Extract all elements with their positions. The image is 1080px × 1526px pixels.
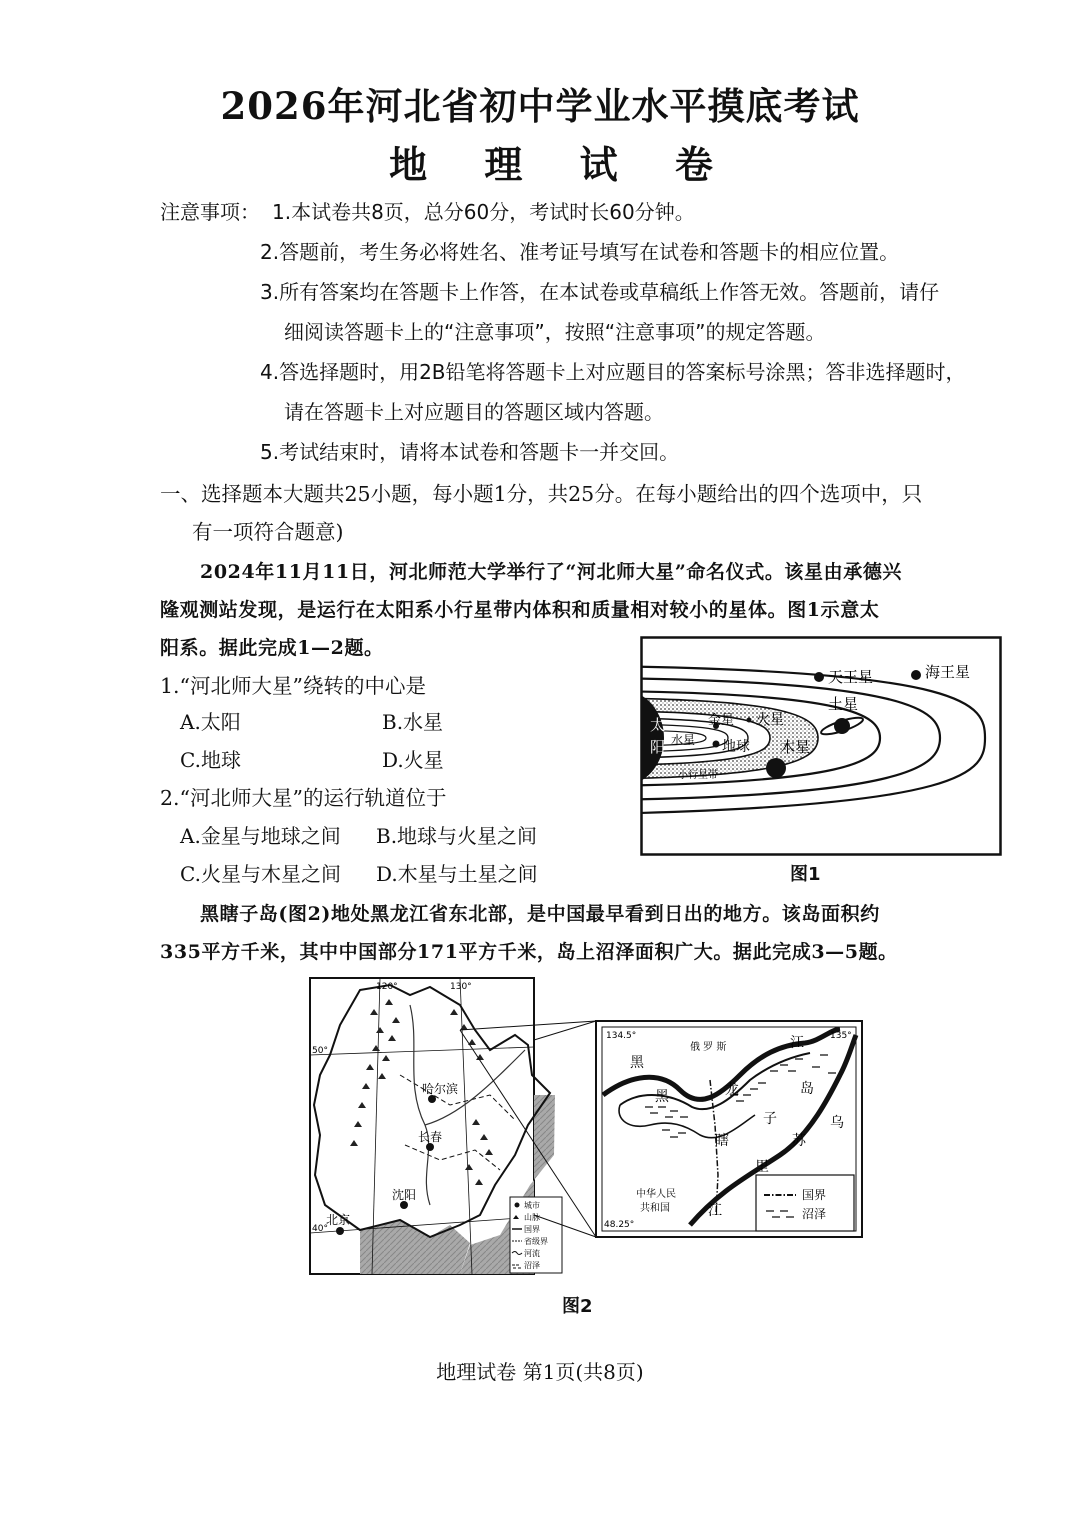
inset-hei2-label: 黑	[655, 1089, 669, 1105]
inset-prc-label-2: 共和国	[640, 1203, 670, 1214]
inset-lat: 48.25°	[604, 1220, 635, 1230]
note-1: 1.本试卷共8页，总分60分，考试时长60分钟。	[272, 200, 695, 224]
changchun-icon	[426, 1143, 434, 1151]
jupiter-label: 木星	[780, 738, 811, 756]
section-instructions-cont: 有一项符合题意)	[192, 520, 344, 544]
passage1-line2: 隆观测站发现，是运行在太阳系小行星带内体积和质量相对较小的星体。图1示意太	[160, 599, 880, 621]
sun-label-1: 太	[650, 716, 666, 734]
venus-label: 金星	[708, 713, 735, 728]
inset-jiang2-label: 江	[708, 1203, 722, 1219]
inset-legend	[756, 1175, 854, 1231]
figure-1-solar-system	[640, 636, 1002, 856]
inset-xia-label: 瞎	[715, 1133, 729, 1149]
mars-icon	[747, 718, 752, 723]
q1-option-d: D.火星	[382, 748, 444, 772]
harbin-icon	[428, 1095, 436, 1103]
q1-stem: 1.“河北师大星”绕转的中心是	[160, 674, 427, 698]
figure-1-caption: 图1	[790, 864, 821, 885]
paper-subject: 地 理 试 卷	[389, 142, 735, 187]
beijing-label: 北京	[326, 1213, 351, 1227]
mercury-label: 水星	[671, 733, 696, 747]
section-instructions: 本大题共25小题，每小题1分，共25分。在每小题给出的四个选项中，只	[262, 482, 923, 506]
legend-mountain: 山脉	[524, 1213, 540, 1222]
inset-wu-label: 乌	[830, 1115, 844, 1131]
inset-lon-1: 134.5°	[606, 1031, 637, 1041]
legend-city: 城市	[524, 1201, 540, 1210]
page-footer: 地理试卷 第1页(共8页)	[436, 1360, 644, 1384]
note-5: 5.考试结束时，请将本试卷和答题卡一并交回。	[260, 440, 680, 464]
passage1-line1: 2024年11月11日，河北师范大学举行了“河北师大星”命名仪式。该星由承德兴	[200, 561, 903, 583]
inset-lon-2: 135°	[830, 1031, 852, 1041]
legend-border: 国界	[524, 1225, 540, 1234]
sun-label-2: 阳	[650, 738, 666, 756]
legend-swamp: 沼泽	[524, 1261, 540, 1270]
note-4b: 请在答题卡上对应题目的答题区域内答题。	[284, 400, 664, 424]
q2-option-d: D.木星与土星之间	[376, 862, 538, 886]
earth-label: 地球	[722, 739, 750, 755]
note-4a: 4.答选择题时，用2B铅笔将答题卡上对应题目的答案标号涂黑；答非选择题时，	[260, 360, 966, 384]
notes-label: 注意事项：	[160, 200, 260, 224]
earth-icon	[713, 741, 720, 748]
passage2-line2: 335平方千米，其中中国部分171平方千米，岛上沼泽面积广大。据此完成3—5题。	[160, 941, 898, 963]
q2-option-c: C.火星与木星之间	[180, 862, 341, 886]
inset-su-label: 苏	[792, 1133, 806, 1149]
figure-2-caption: 图2	[562, 1296, 593, 1317]
q1-option-b: B.水星	[382, 710, 444, 734]
passage1-line3: 阳系。据此完成1—2题。	[160, 637, 384, 659]
uranus-label: 天王星	[828, 668, 874, 686]
q1-option-a: A.太阳	[180, 710, 241, 734]
mars-label: 火星	[756, 712, 784, 728]
inset-dao-label: 岛	[800, 1081, 814, 1097]
lon-120-label: 120°	[376, 982, 398, 992]
figure-2-map	[300, 975, 870, 1280]
neptune-label: 海王星	[925, 663, 971, 681]
jupiter-icon	[766, 758, 786, 778]
uranus-icon	[814, 672, 824, 682]
inset-prc-label-1: 中华人民	[636, 1189, 676, 1200]
q2-option-a: A.金星与地球之间	[180, 824, 341, 848]
legend-city-icon	[515, 1203, 520, 1208]
q2-option-b: B.地球与火星之间	[376, 824, 538, 848]
legend-prov: 省级界	[524, 1237, 548, 1246]
section-title: 一、选择题	[160, 482, 263, 506]
connector-top-2	[534, 1021, 596, 1040]
legend-river: 河流	[524, 1249, 540, 1258]
passage2-line1: 黑瞎子岛(图2)地处黑龙江省东北部，是中国最早看到日出的地方。该岛面积约	[200, 903, 880, 925]
section-heading	[160, 480, 922, 508]
inset-jiang-label: 江	[790, 1035, 804, 1051]
inset-li-label: 里	[755, 1159, 769, 1175]
note-2: 2.答题前，考生务必将姓名、准考证号填写在试卷和答题卡的相应位置。	[260, 240, 900, 264]
note-3a: 3.所有答案均在答题卡上作答，在本试卷或草稿纸上作答无效。答题前，请仔	[260, 280, 940, 304]
inset-legend-border: 国界	[802, 1188, 827, 1202]
q2-stem: 2.“河北师大星”的运行轨道位于	[160, 786, 447, 810]
inset-russia-label: 俄 罗 斯	[690, 1042, 727, 1053]
shenyang-label: 沈阳	[392, 1188, 417, 1202]
beijing-icon	[336, 1227, 344, 1235]
q1-option-c: C.地球	[180, 748, 241, 772]
inset-hei-label: 黑	[630, 1055, 644, 1071]
inset-zi-label: 子	[763, 1111, 777, 1127]
lat-50-label: 50°	[312, 1046, 328, 1056]
saturn-icon	[834, 718, 850, 734]
lon-130-label: 130°	[450, 982, 472, 992]
lat-40-label: 40°	[312, 1224, 328, 1234]
harbin-label: 哈尔滨	[422, 1082, 459, 1096]
changchun-label: 长春	[418, 1130, 443, 1144]
note-3b: 细阅读答题卡上的“注意事项”，按照“注意事项”的规定答题。	[284, 320, 826, 344]
asteroid-belt-label: 小行星带	[678, 770, 718, 781]
inset-legend-swamp: 沼泽	[802, 1207, 827, 1221]
exam-title: 2026年河北省初中学业水平摸底考试	[220, 84, 860, 128]
shenyang-icon	[400, 1201, 408, 1209]
neptune-icon	[911, 670, 921, 680]
saturn-label: 土星	[828, 695, 859, 713]
inset-long-label: 龙	[725, 1082, 739, 1098]
